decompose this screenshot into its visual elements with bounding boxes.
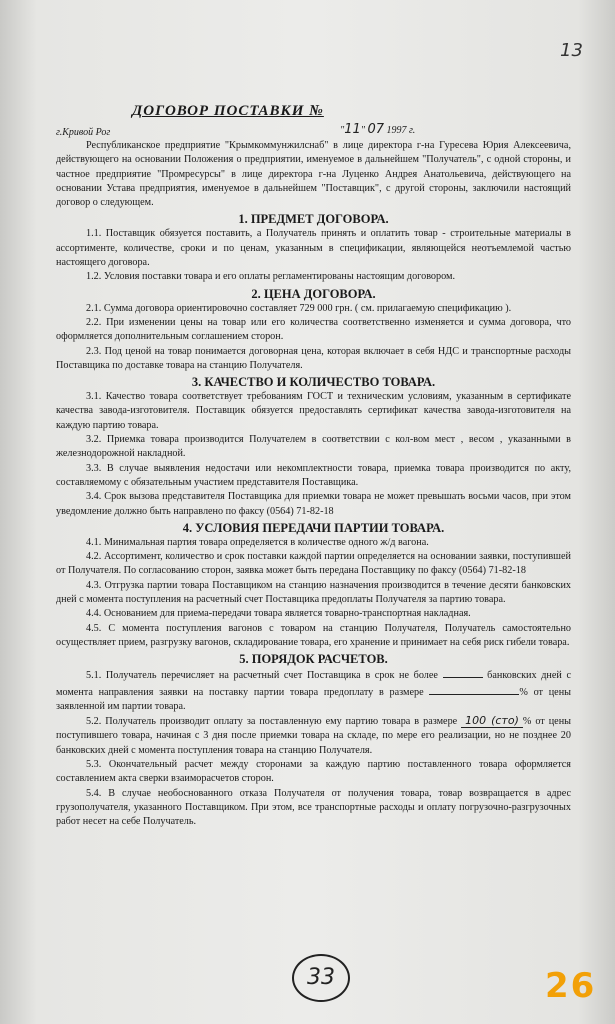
handwritten-page-number: 13 bbox=[560, 40, 583, 61]
contract-body bbox=[56, 139, 571, 829]
section-heading: 4. УСЛОВИЯ ПЕРЕДАЧИ ПАРТИИ ТОВАРА. bbox=[182, 520, 445, 535]
clause: 1.2. Условия поставки товара и его оплаты регламентированы настоящим договором. bbox=[86, 271, 456, 283]
clause-5-3: 5.3. Окончательный расчет между сторонами за каждую партию поставленного товара оформляется составлением акта сверки взаиморасчетов сторон. bbox=[56, 758, 571, 785]
clause-5-1 bbox=[56, 667, 571, 714]
blank-field bbox=[429, 684, 519, 695]
circled-number-stamp: 33 bbox=[292, 954, 350, 1002]
section-heading: 5. ПОРЯДОК РАСЧЕТОВ. bbox=[239, 652, 388, 667]
city: г.Кривой Рог bbox=[56, 127, 111, 138]
clause: 4.3. Отгрузка партии товара Поставщиком на станцию назначения производится в течение десяти банковских дней с момента поступления на расчетный счет Поставщика предоплаты Получателя за партию товара. bbox=[56, 579, 571, 606]
clause-text: % от цены заявленной им партии товара. bbox=[56, 686, 571, 712]
corner-page-number: 26 bbox=[545, 966, 597, 1006]
blank-field bbox=[443, 667, 483, 678]
clause-text: 5.2. Получатель производит оплату за поставленную ему партию товара в размере bbox=[86, 716, 458, 728]
handwritten-amount: 100 (сто) bbox=[461, 714, 523, 728]
clause: 4.5. С момента поступления вагонов с товаром на станцию Получателя, Получатель самостоятельно осуществляет прием, разгрузку вагонов, складирование товара, его хранение и принимает на себя риск гибели товара. bbox=[56, 622, 571, 648]
clause-5-2 bbox=[56, 714, 571, 758]
document-title: ДОГОВОР ПОСТАВКИ № bbox=[132, 103, 324, 119]
clause-5-4: 5.4. В случае необоснованного отказа Получателя от получения товара, товар возвращается в адрес грузополучателя, указанного Поставщиком. При этом, все транспортные расходы и оплату погрузочно-разгрузочных работ несет на себе Получатель. bbox=[56, 787, 571, 828]
section-heading: 2. ЦЕНА ДОГОВОРА. bbox=[251, 286, 376, 301]
clause: 3.1. Качество товара соответствует требованиям ГОСТ и техническим условиям, указанным в сертификате качества завода-изготовителя. Поставщик обязуется предоставлять сертификат качества завода-изготовителя на каждую партию товара. bbox=[56, 391, 571, 431]
clause: 4.4. Основанием для приема-передачи товара является товарно-транспортная накладная. bbox=[86, 608, 471, 620]
date-month: 07 bbox=[367, 122, 384, 137]
clause: 2.3. Под ценой на товар понимается договорная цена, которая включает в себя НДС и транспортные расходы Поставщика по доставке товара на станцию Получателя. bbox=[56, 345, 571, 371]
contract-date: "11" 07 1997 г. bbox=[340, 122, 416, 137]
date-year: 1997 г. bbox=[386, 125, 416, 136]
clause: 3.2. Приемка товара производится Получателем в соответствии с кол-вом мест , весом , указанными в железнодорожной накладной. bbox=[56, 434, 571, 460]
date-day: 11 bbox=[344, 122, 361, 137]
section-heading: 3. КАЧЕСТВО И КОЛИЧЕСТВО ТОВАРА. bbox=[191, 375, 436, 390]
clause: 3.3. В случае выявления недостачи или некомплектности товара, приемка товара производится по акту, составляемому с обязательным участием представителя Поставщика. bbox=[56, 462, 571, 488]
clause: 2.1. Сумма договора ориентировочно составляет 729 000 грн. ( см. прилагаемую спецификацию ). bbox=[86, 302, 512, 314]
clause-text: банковских дней с момента направления заявки на поставку партии товара предоплату в размере bbox=[56, 670, 571, 698]
clause: 4.1. Минимальная партия товара определяется в количестве одного ж/д вагона. bbox=[86, 536, 429, 548]
clause: 2.2. При изменении цены на товар или его количества соответственно изменяется и сумма договора, что оформляется дополнительным соглашением сторон. bbox=[56, 316, 571, 343]
clause: 3.4. Срок вызова представителя Поставщика для приемки товара не может превышать восьми часов, при этом уведомление должно быть направлено по факсу (0564) 71-82-18 bbox=[56, 491, 571, 517]
preamble: Республиканское предприятие "Крымкоммунжилснаб" в лице директора г-на Гуресева Юрия Алексеевича, действующего на основании Положения о предприятии, именуемое в дальнейшем "Получатель", с одной стороны, и частное предприятие "Промресурсы" в лице директора г-на Луценко Андрея Анатольевича, действующего на основании Устава предприятия, именуемое в дальнейшем "Поставщик", с другой стороны, заключили настоящий договор о следующем. bbox=[56, 140, 571, 209]
clause: 4.2. Ассортимент, количество и срок поставки каждой партии определяется на основании заявки, поступившей от Получателя. По согласованию сторон, заявка может быть передана Поставщику по факсу (0564) 71-82-18 bbox=[56, 551, 571, 577]
clause-text: % от цены поступившего товара, начиная с 3 дня после приемки товара на складе, по мере его реализации, но не позднее 20 банковских дней с момента поступления товара на станцию Получателя. bbox=[56, 716, 572, 756]
clause-text: 5.1. Получатель перечисляет на расчетный счет Поставщика в срок не более bbox=[86, 670, 438, 682]
clause: 1.1. Поставщик обязуется поставить, а Получатель принять и оплатить товар - строительные материалы в ассортименте, количестве, сроки и по ценам, указанным в спецификации, являющейся неотъемлемой частью настоящего договора. bbox=[56, 228, 571, 269]
section-heading: 1. ПРЕДМЕТ ДОГОВОРА. bbox=[238, 212, 389, 227]
